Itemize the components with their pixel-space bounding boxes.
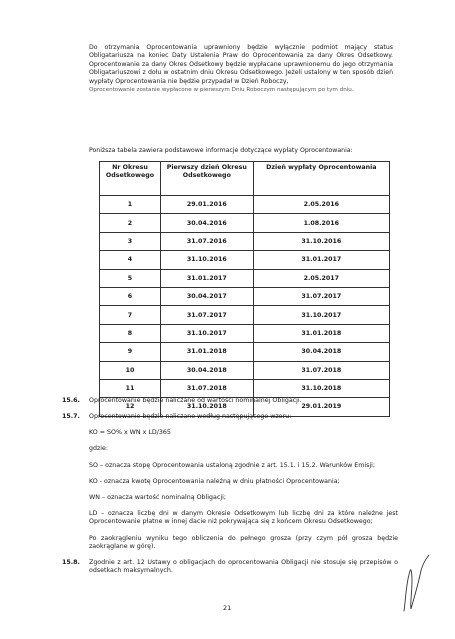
intro-text-continued: Oprocentowanie zostanie wypłacone w pierwszym Dniu Roboczym następującym po tym dniu.: [89, 87, 354, 94]
cell-payment-day: 31.10.2016: [253, 232, 389, 250]
section-text: Oprocentowanie będzie naliczane według następującego wzoru:: [89, 413, 292, 420]
cell-first-day: 31.07.2016: [160, 232, 253, 250]
definition-ld: LD – oznacza liczbę dni w danym Okresie Odsetkowym lub liczbę dni za które należne jest Oprocentowanie płatne w innej dacie niż pokrywająca się z końcem Okresu Odsetkowego;: [89, 510, 398, 526]
table-row: [100, 343, 390, 361]
cell-period: 4: [100, 251, 161, 269]
cell-payment-day: 2.05.2017: [253, 269, 389, 287]
cell-payment-day: 31.01.2017: [253, 251, 389, 269]
table-row: [100, 251, 390, 269]
table-lead-text: Poniższa tabela zawiera podstawowe informacje dotyczące wypłaty Oprocentowania:: [89, 147, 353, 154]
cell-first-day: 31.07.2018: [160, 379, 253, 397]
header-payment-day: Dzień wypłaty Oprocentowania: [253, 162, 389, 196]
cell-period: 1: [100, 196, 161, 214]
cell-period: 6: [100, 287, 161, 305]
table-row: [100, 232, 390, 250]
cell-first-day: 31.01.2018: [160, 343, 253, 361]
cell-payment-day: 31.07.2017: [253, 287, 389, 305]
cell-period: 11: [100, 379, 161, 397]
table-row: [100, 214, 390, 232]
cell-period: 12: [100, 398, 161, 416]
formula: KO = SO% x WN x LD/365: [89, 429, 171, 436]
cell-period: 5: [100, 269, 161, 287]
header-first-day: Pierwszy dzień Okresu Odsetkowego: [160, 162, 253, 196]
cell-payment-day: 1.08.2016: [253, 214, 389, 232]
cell-first-day: 31.10.2018: [160, 398, 253, 416]
section-number: 15.7.: [62, 413, 80, 420]
table-row: [100, 196, 390, 214]
definition-wn: WN – oznacza wartość nominalną Obligacji;: [89, 494, 226, 501]
signature-mark: [398, 553, 432, 613]
payment-schedule-table: [99, 161, 390, 417]
table-row: [100, 324, 390, 342]
intro-text: Do otrzymania Oprocentowania uprawniony będzie wyłącznie podmiot mający status Obligatariusza na koniec Daty Ustalenia Praw do Oprocentowania za dany Okres Odsetkowy. Oprocentowanie za dany Okres Odsetkowy będzie wypłacane uprawnionemu do jego otrzymania Obligatariuszowi z dołu w ostatnim dniu Okresu Odsetkowego. Jeżeli ustalony w ten sposób dzień wypłaty Oprocentowania nie będzie przypadał w Dzień Roboczy,: [89, 44, 393, 85]
cell-payment-day: 31.10.2017: [253, 306, 389, 324]
cell-payment-day: 31.10.2018: [253, 379, 389, 397]
cell-first-day: 31.10.2017: [160, 324, 253, 342]
table-row: [100, 306, 390, 324]
cell-period: 10: [100, 361, 161, 379]
cell-period: 8: [100, 324, 161, 342]
cell-period: 7: [100, 306, 161, 324]
cell-payment-day: 29.01.2019: [253, 398, 389, 416]
cell-first-day: 30.04.2018: [160, 361, 253, 379]
intro-paragraph: [89, 44, 393, 94]
table-row: [100, 361, 390, 379]
cell-first-day: 31.07.2017: [160, 306, 253, 324]
section-text: Zgodnie z art. 12 Ustawy o obligacjach do oprocentowania Obligacji nie stosuje się przepisów o odsetkach maksymalnych.: [89, 559, 398, 575]
cell-first-day: 31.10.2016: [160, 251, 253, 269]
definition-so: SO – oznacza stopę Oprocentowania ustaloną zgodnie z art. 15.1. i 15.2. Warunków Emisji;: [89, 462, 376, 469]
cell-period: 9: [100, 343, 161, 361]
formula-where: gdzie:: [89, 445, 109, 452]
page-number: 21: [223, 604, 232, 612]
cell-payment-day: 31.01.2018: [253, 324, 389, 342]
section-number: 15.8.: [62, 559, 80, 566]
cell-payment-day: 31.07.2018: [253, 361, 389, 379]
section-text: Oprocentowanie będzie naliczane od wartości nominalnej Obligacji.: [89, 397, 302, 404]
definition-ko: KO - oznacza kwotę Oprocentowania należną w dniu płatności Oprocentowania;: [89, 478, 340, 485]
cell-payment-day: 2.05.2016: [253, 196, 389, 214]
cell-first-day: 30.04.2016: [160, 214, 253, 232]
section-number: 15.6.: [62, 397, 80, 404]
table-row: [100, 379, 390, 397]
cell-payment-day: 30.04.2018: [253, 343, 389, 361]
cell-first-day: 31.01.2017: [160, 269, 253, 287]
header-period-number: Nr Okresu Odsetkowego: [100, 162, 161, 196]
table-row: [100, 287, 390, 305]
cell-period: 3: [100, 232, 161, 250]
cell-first-day: 29.01.2016: [160, 196, 253, 214]
table-row: [100, 269, 390, 287]
cell-first-day: 30.04.2017: [160, 287, 253, 305]
cell-period: 2: [100, 214, 161, 232]
rounding-note: Po zaokrągleniu wyniku tego obliczenia do pełnego grosza (przy czym pół grosza będzie zaokrąglane w górę).: [89, 535, 398, 551]
table-header-row: [100, 162, 390, 196]
